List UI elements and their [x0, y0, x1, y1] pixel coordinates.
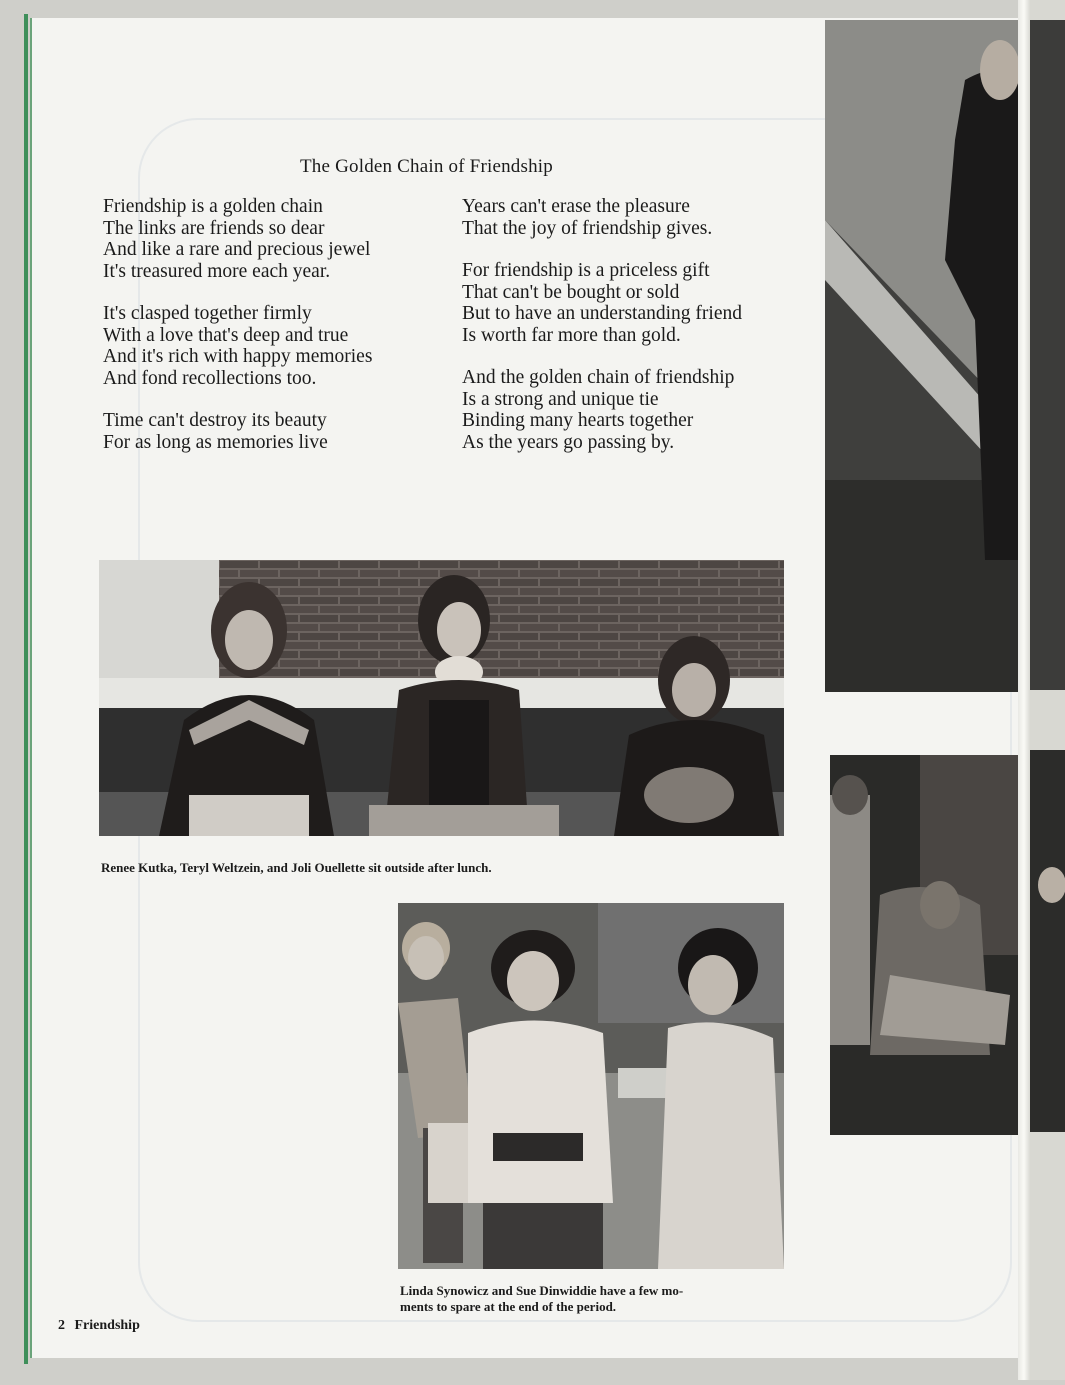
- poem-line: It's treasured more each year.: [103, 260, 331, 282]
- poem-left-stanza-2: [103, 303, 372, 389]
- bottom-photo-caption: [400, 1283, 683, 1315]
- poem-line: Time can't destroy its beauty: [103, 410, 327, 431]
- poem-line: That can't be bought or sold: [462, 281, 680, 303]
- binding-spine: [1018, 0, 1030, 1380]
- poem-line: The links are friends so dear: [103, 217, 325, 239]
- poem-line: Is a strong and unique tie: [462, 388, 659, 410]
- photo-classroom-students: [398, 903, 784, 1269]
- poem-line: Friendship is a golden chain: [103, 196, 323, 217]
- poem-right-stanza-3: [462, 367, 734, 453]
- bottom-caption-line: Linda Synowicz and Sue Dinwiddie have a few mo-: [400, 1283, 684, 1298]
- poem-line: For as long as memories live: [103, 431, 328, 453]
- bottom-caption-line: ments to spare at the end of the period.: [400, 1299, 617, 1314]
- poem-line: Binding many hearts together: [462, 410, 694, 431]
- poem-line: For friendship is a priceless gift: [462, 260, 710, 281]
- top-photo-caption: Renee Kutka, Teryl Weltzein, and Joli Ouellette sit outside after lunch.: [101, 860, 492, 875]
- poem-line: It's clasped together firmly: [103, 303, 312, 324]
- photo-students-hallway: [830, 755, 1018, 1135]
- poem-line: And the golden chain of friendship: [462, 367, 735, 388]
- poem-left-stanza-1: [103, 196, 370, 282]
- poem-line: With a love that's deep and true: [103, 324, 349, 346]
- poem-line: As the years go passing by.: [462, 431, 675, 453]
- poem-line: Is worth far more than gold.: [462, 324, 681, 346]
- poem-left-stanza-3: [103, 410, 328, 453]
- poem-line: But to have an understanding friend: [462, 303, 742, 324]
- photo-three-students: [99, 560, 784, 836]
- poem-line: Years can't erase the pleasure: [462, 196, 690, 217]
- poem-line: That the joy of friendship gives.: [462, 217, 713, 239]
- page-number: 2: [58, 1318, 65, 1333]
- poem-line: And like a rare and precious jewel: [103, 239, 371, 260]
- poem-title: The Golden Chain of Friendship: [300, 156, 553, 177]
- poem-right-stanza-1: [462, 196, 712, 239]
- poem-line: And it's rich with happy memories: [103, 346, 373, 367]
- photo-student-walking: [825, 20, 1018, 692]
- page-edge-stripe: [24, 14, 28, 1364]
- poem-right-stanza-2: [462, 260, 742, 346]
- section-name: Friendship: [74, 1318, 140, 1333]
- page-folio: [58, 1318, 140, 1334]
- poem-line: And fond recollections too.: [103, 367, 317, 389]
- facing-page-edge: [1030, 0, 1065, 1380]
